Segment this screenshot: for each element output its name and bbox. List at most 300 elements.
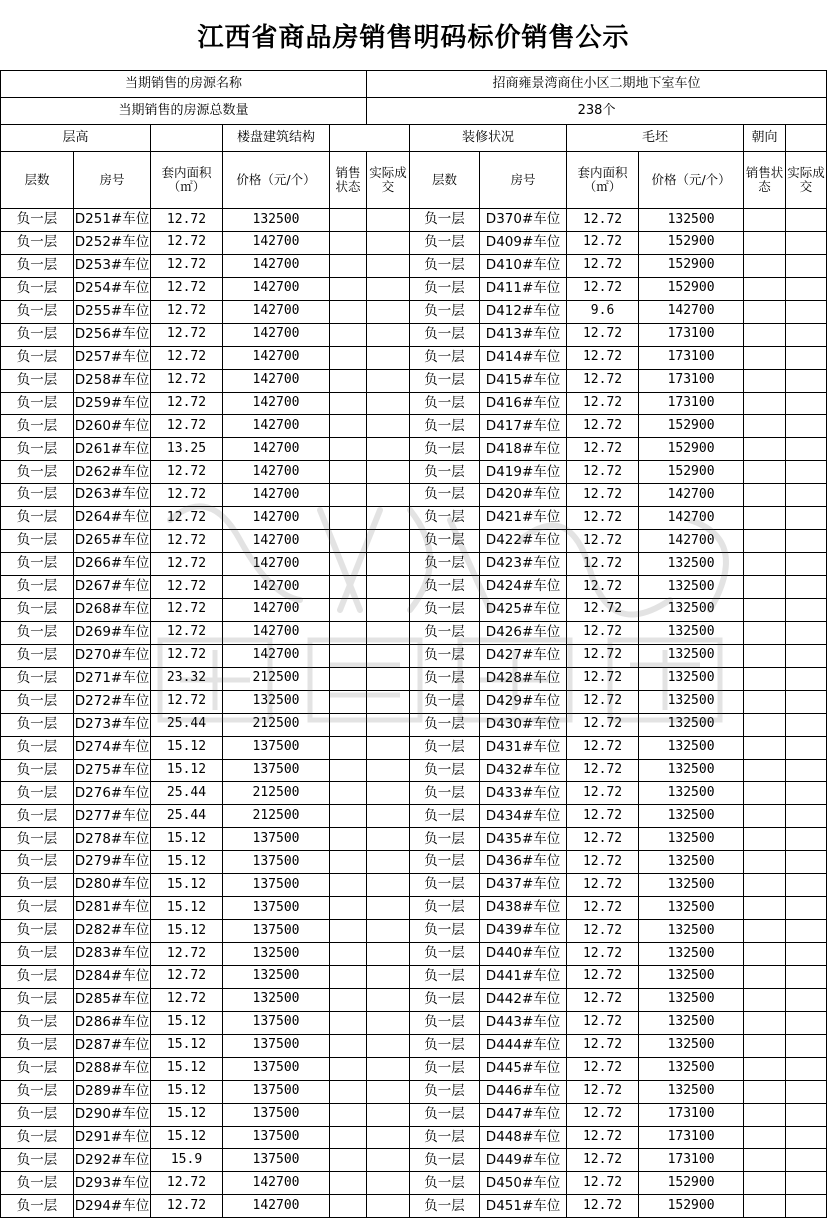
actual-deal-cell: [786, 576, 827, 599]
price-cell: 132500: [639, 874, 744, 897]
actual-deal-cell: [786, 1172, 827, 1195]
floor-cell: 负一层: [410, 576, 480, 599]
sale-status-cell: [330, 277, 367, 300]
area-cell: 12.72: [151, 943, 223, 966]
room-number-cell: D418#车位: [480, 438, 567, 461]
price-cell: 132500: [639, 553, 744, 576]
sale-status-cell: [330, 438, 367, 461]
floor-cell: 负一层: [410, 1172, 480, 1195]
actual-deal-cell: [786, 805, 827, 828]
listing-name-value: 招商雍景湾商住小区二期地下室车位: [367, 71, 827, 98]
room-number-cell: D444#车位: [480, 1034, 567, 1057]
actual-deal-cell: [367, 943, 410, 966]
sale-status-cell: [744, 323, 786, 346]
sale-status-cell: [744, 943, 786, 966]
actual-deal-cell: [367, 507, 410, 530]
room-number-cell: D258#车位: [74, 369, 151, 392]
room-number-cell: D288#车位: [74, 1057, 151, 1080]
floor-cell: 负一层: [1, 461, 74, 484]
actual-deal-cell: [367, 1172, 410, 1195]
room-number-cell: D264#车位: [74, 507, 151, 530]
room-number-cell: D292#车位: [74, 1149, 151, 1172]
sale-status-cell: [330, 1149, 367, 1172]
sale-status-cell: [744, 805, 786, 828]
table-row: [1, 576, 827, 599]
floor-cell: 负一层: [1, 782, 74, 805]
price-cell: 132500: [639, 851, 744, 874]
actual-deal-cell: [367, 438, 410, 461]
price-cell: 142700: [223, 438, 330, 461]
actual-deal-cell: [786, 415, 827, 438]
floor-cell: 负一层: [410, 621, 480, 644]
floor-cell: 负一层: [410, 943, 480, 966]
floor-cell: 负一层: [410, 346, 480, 369]
sale-status-cell: [330, 1011, 367, 1034]
floor-cell: 负一层: [1, 346, 74, 369]
area-cell: 15.12: [151, 1080, 223, 1103]
floor-cell: 负一层: [410, 484, 480, 507]
area-cell: 12.72: [567, 461, 639, 484]
area-cell: 12.72: [151, 277, 223, 300]
price-cell: 132500: [639, 736, 744, 759]
floor-cell: 负一层: [410, 369, 480, 392]
floor-cell: 负一层: [410, 920, 480, 943]
room-number-cell: D274#车位: [74, 736, 151, 759]
col-room: 房号: [480, 152, 567, 209]
actual-deal-cell: [367, 851, 410, 874]
actual-deal-cell: [786, 484, 827, 507]
room-number-cell: D447#车位: [480, 1103, 567, 1126]
area-cell: 15.12: [151, 1011, 223, 1034]
actual-deal-cell: [786, 782, 827, 805]
floor-cell: 负一层: [410, 1057, 480, 1080]
sale-status-cell: [744, 576, 786, 599]
area-cell: 25.44: [151, 805, 223, 828]
table-row: [1, 621, 827, 644]
room-number-cell: D410#车位: [480, 254, 567, 277]
sale-status-cell: [744, 759, 786, 782]
floor-cell: 负一层: [1, 1103, 74, 1126]
actual-deal-cell: [367, 1057, 410, 1080]
table-row: [1, 209, 827, 232]
actual-deal-cell: [786, 1080, 827, 1103]
sale-status-cell: [744, 1149, 786, 1172]
actual-deal-cell: [367, 759, 410, 782]
area-cell: 12.72: [567, 1172, 639, 1195]
floor-cell: 负一层: [410, 1034, 480, 1057]
room-number-cell: D266#车位: [74, 553, 151, 576]
room-number-cell: D284#车位: [74, 965, 151, 988]
actual-deal-cell: [367, 392, 410, 415]
area-cell: 12.72: [151, 392, 223, 415]
floor-cell: 负一层: [1, 1126, 74, 1149]
price-cell: 132500: [639, 988, 744, 1011]
area-cell: 12.72: [151, 1172, 223, 1195]
listing-count-label: 当期销售的房源总数量: [1, 98, 367, 125]
col-floor: 层数: [1, 152, 74, 209]
room-number-cell: D414#车位: [480, 346, 567, 369]
room-number-cell: D441#车位: [480, 965, 567, 988]
actual-deal-cell: [786, 988, 827, 1011]
room-number-cell: D275#车位: [74, 759, 151, 782]
room-number-cell: D409#车位: [480, 231, 567, 254]
actual-deal-cell: [786, 231, 827, 254]
actual-deal-cell: [786, 369, 827, 392]
room-number-cell: D415#车位: [480, 369, 567, 392]
table-row: [1, 943, 827, 966]
price-cell: 132500: [639, 713, 744, 736]
table-row: [1, 988, 827, 1011]
sale-status-cell: [744, 874, 786, 897]
room-number-cell: D421#车位: [480, 507, 567, 530]
price-cell: 142700: [223, 1172, 330, 1195]
price-cell: 132500: [639, 1034, 744, 1057]
table-row: [1, 713, 827, 736]
floor-cell: 负一层: [1, 209, 74, 232]
floor-cell: 负一层: [1, 736, 74, 759]
area-cell: 12.72: [567, 988, 639, 1011]
actual-deal-cell: [367, 874, 410, 897]
area-cell: 25.44: [151, 713, 223, 736]
sale-status-cell: [744, 965, 786, 988]
col-area: 套内面积（㎡）: [567, 152, 639, 209]
area-cell: 12.72: [567, 1103, 639, 1126]
room-number-cell: D451#车位: [480, 1195, 567, 1218]
decoration-label: 装修状况: [410, 125, 567, 152]
price-cell: 142700: [639, 300, 744, 323]
area-cell: 12.72: [151, 507, 223, 530]
price-cell: 132500: [639, 209, 744, 232]
sale-status-cell: [744, 713, 786, 736]
sale-status-cell: [330, 1172, 367, 1195]
listing-name-label: 当期销售的房源名称: [1, 71, 367, 98]
area-cell: 12.72: [567, 828, 639, 851]
room-number-cell: D263#车位: [74, 484, 151, 507]
col-price: 价格（元/个）: [639, 152, 744, 209]
sale-status-cell: [330, 300, 367, 323]
price-cell: 132500: [223, 690, 330, 713]
area-cell: 12.72: [151, 553, 223, 576]
area-cell: 12.72: [567, 713, 639, 736]
room-number-cell: D256#车位: [74, 323, 151, 346]
area-cell: 12.72: [151, 1195, 223, 1218]
price-cell: 137500: [223, 1080, 330, 1103]
sale-status-cell: [744, 530, 786, 553]
room-number-cell: D293#车位: [74, 1172, 151, 1195]
price-cell: 142700: [223, 300, 330, 323]
floor-cell: 负一层: [410, 1195, 480, 1218]
table-row: [1, 530, 827, 553]
room-number-cell: D252#车位: [74, 231, 151, 254]
floor-cell: 负一层: [1, 254, 74, 277]
sale-status-cell: [330, 461, 367, 484]
floor-cell: 负一层: [410, 277, 480, 300]
floor-cell: 负一层: [1, 438, 74, 461]
area-cell: 12.72: [567, 1011, 639, 1034]
actual-deal-cell: [786, 530, 827, 553]
area-cell: 12.72: [567, 965, 639, 988]
floor-cell: 负一层: [410, 667, 480, 690]
floor-cell: 负一层: [410, 1103, 480, 1126]
room-number-cell: D283#车位: [74, 943, 151, 966]
area-cell: 12.72: [567, 392, 639, 415]
actual-deal-cell: [786, 300, 827, 323]
floor-cell: 负一层: [410, 553, 480, 576]
sale-status-cell: [330, 576, 367, 599]
price-cell: 132500: [639, 644, 744, 667]
actual-deal-cell: [786, 874, 827, 897]
floor-cell: 负一层: [1, 690, 74, 713]
room-number-cell: D445#车位: [480, 1057, 567, 1080]
price-cell: 132500: [639, 943, 744, 966]
price-cell: 142700: [223, 277, 330, 300]
area-cell: 12.72: [567, 1149, 639, 1172]
floor-cell: 负一层: [1, 851, 74, 874]
price-cell: 152900: [639, 1195, 744, 1218]
floor-cell: 负一层: [410, 392, 480, 415]
table-row: [1, 805, 827, 828]
table-row: [1, 415, 827, 438]
room-number-cell: D267#车位: [74, 576, 151, 599]
price-cell: 142700: [223, 621, 330, 644]
floor-cell: 负一层: [410, 1126, 480, 1149]
sale-status-cell: [744, 254, 786, 277]
structure-label: 楼盘建筑结构: [223, 125, 330, 152]
area-cell: 12.72: [151, 231, 223, 254]
area-cell: 15.12: [151, 1057, 223, 1080]
area-cell: 12.72: [567, 507, 639, 530]
actual-deal-cell: [367, 576, 410, 599]
sale-status-cell: [330, 851, 367, 874]
actual-deal-cell: [786, 553, 827, 576]
table-row: [1, 667, 827, 690]
table-row: [1, 828, 827, 851]
price-cell: 142700: [223, 1195, 330, 1218]
actual-deal-cell: [367, 667, 410, 690]
sale-status-cell: [330, 759, 367, 782]
actual-deal-cell: [367, 1034, 410, 1057]
price-cell: 142700: [223, 598, 330, 621]
area-cell: 12.72: [151, 323, 223, 346]
area-cell: 12.72: [151, 461, 223, 484]
sale-status-cell: [330, 667, 367, 690]
room-number-cell: D289#车位: [74, 1080, 151, 1103]
floor-cell: 负一层: [410, 598, 480, 621]
price-cell: 212500: [223, 805, 330, 828]
area-cell: 12.72: [567, 782, 639, 805]
area-cell: 9.6: [567, 300, 639, 323]
actual-deal-cell: [786, 254, 827, 277]
price-cell: 142700: [223, 644, 330, 667]
price-cell: 132500: [639, 1057, 744, 1080]
room-number-cell: D257#车位: [74, 346, 151, 369]
sale-status-cell: [330, 713, 367, 736]
sale-status-cell: [330, 392, 367, 415]
room-number-cell: D272#车位: [74, 690, 151, 713]
room-number-cell: D270#车位: [74, 644, 151, 667]
floor-cell: 负一层: [1, 920, 74, 943]
sale-status-cell: [744, 1057, 786, 1080]
sale-status-cell: [744, 667, 786, 690]
price-cell: 132500: [639, 1080, 744, 1103]
floor-cell: 负一层: [410, 209, 480, 232]
actual-deal-cell: [786, 621, 827, 644]
sale-status-cell: [744, 644, 786, 667]
room-number-cell: D254#车位: [74, 277, 151, 300]
room-number-cell: D285#车位: [74, 988, 151, 1011]
room-number-cell: D438#车位: [480, 897, 567, 920]
sale-status-cell: [330, 943, 367, 966]
floor-cell: 负一层: [1, 598, 74, 621]
price-table: [0, 70, 827, 1218]
actual-deal-cell: [367, 782, 410, 805]
actual-deal-cell: [367, 736, 410, 759]
actual-deal-cell: [367, 300, 410, 323]
floor-cell: 负一层: [410, 851, 480, 874]
sale-status-cell: [330, 598, 367, 621]
room-number-cell: D268#车位: [74, 598, 151, 621]
sale-status-cell: [330, 231, 367, 254]
floor-cell: 负一层: [410, 1149, 480, 1172]
room-number-cell: D271#车位: [74, 667, 151, 690]
table-body: [1, 209, 827, 1218]
area-cell: 12.72: [567, 690, 639, 713]
room-number-cell: D433#车位: [480, 782, 567, 805]
floor-cell: 负一层: [1, 943, 74, 966]
floor-cell: 负一层: [1, 828, 74, 851]
area-cell: 12.72: [151, 346, 223, 369]
sale-status-cell: [330, 690, 367, 713]
room-number-cell: D426#车位: [480, 621, 567, 644]
sale-status-cell: [744, 897, 786, 920]
table-row: [1, 1057, 827, 1080]
area-cell: 12.72: [567, 851, 639, 874]
table-row: [1, 553, 827, 576]
price-cell: 152900: [639, 461, 744, 484]
price-cell: 132500: [639, 759, 744, 782]
room-number-cell: D413#车位: [480, 323, 567, 346]
price-cell: 142700: [223, 346, 330, 369]
actual-deal-cell: [786, 1195, 827, 1218]
price-cell: 142700: [223, 323, 330, 346]
sale-status-cell: [330, 1103, 367, 1126]
col-actual-deal: 实际成交: [367, 152, 410, 209]
floor-cell: 负一层: [410, 759, 480, 782]
col-floor: 层数: [410, 152, 480, 209]
sale-status-cell: [330, 323, 367, 346]
floor-cell: 负一层: [1, 621, 74, 644]
table-row: [1, 1195, 827, 1218]
price-cell: 152900: [639, 415, 744, 438]
area-cell: 12.72: [151, 576, 223, 599]
table-row: [1, 1080, 827, 1103]
sale-status-cell: [744, 1126, 786, 1149]
sale-status-cell: [330, 644, 367, 667]
sale-status-cell: [744, 231, 786, 254]
floor-cell: 负一层: [410, 897, 480, 920]
floor-cell: 负一层: [1, 874, 74, 897]
actual-deal-cell: [786, 1034, 827, 1057]
floor-cell: 负一层: [1, 805, 74, 828]
area-cell: 12.72: [567, 415, 639, 438]
price-cell: 142700: [223, 231, 330, 254]
area-cell: 12.72: [151, 254, 223, 277]
room-number-cell: D419#车位: [480, 461, 567, 484]
actual-deal-cell: [367, 713, 410, 736]
price-cell: 132500: [223, 965, 330, 988]
floor-cell: 负一层: [1, 1057, 74, 1080]
col-sale-status: 销售状态: [330, 152, 367, 209]
room-number-cell: D423#车位: [480, 553, 567, 576]
area-cell: 12.72: [567, 530, 639, 553]
price-cell: 132500: [639, 828, 744, 851]
floor-cell: 负一层: [410, 231, 480, 254]
floor-cell: 负一层: [1, 323, 74, 346]
price-cell: 132500: [639, 598, 744, 621]
room-number-cell: D436#车位: [480, 851, 567, 874]
sale-status-cell: [744, 438, 786, 461]
actual-deal-cell: [367, 1149, 410, 1172]
room-number-cell: D417#车位: [480, 415, 567, 438]
col-price: 价格（元/个）: [223, 152, 330, 209]
price-cell: 173100: [639, 346, 744, 369]
sale-status-cell: [744, 920, 786, 943]
room-number-cell: D370#车位: [480, 209, 567, 232]
floor-cell: 负一层: [1, 576, 74, 599]
area-cell: 12.72: [567, 346, 639, 369]
room-number-cell: D294#车位: [74, 1195, 151, 1218]
area-cell: 25.44: [151, 782, 223, 805]
sale-status-cell: [744, 1195, 786, 1218]
actual-deal-cell: [367, 1011, 410, 1034]
floor-cell: 负一层: [410, 828, 480, 851]
table-row: [1, 897, 827, 920]
actual-deal-cell: [786, 1149, 827, 1172]
room-number-cell: D279#车位: [74, 851, 151, 874]
price-cell: 132500: [639, 576, 744, 599]
actual-deal-cell: [367, 598, 410, 621]
table-row: [1, 736, 827, 759]
table-row: [1, 300, 827, 323]
price-cell: 212500: [223, 713, 330, 736]
area-cell: 15.12: [151, 1034, 223, 1057]
price-cell: 212500: [223, 782, 330, 805]
price-cell: 137500: [223, 874, 330, 897]
sale-status-cell: [744, 1172, 786, 1195]
actual-deal-cell: [786, 323, 827, 346]
floor-height-label: 层高: [1, 125, 151, 152]
area-cell: 12.72: [567, 667, 639, 690]
area-cell: 15.12: [151, 759, 223, 782]
sale-status-cell: [744, 369, 786, 392]
actual-deal-cell: [367, 690, 410, 713]
price-cell: 142700: [639, 484, 744, 507]
room-number-cell: D449#车位: [480, 1149, 567, 1172]
actual-deal-cell: [367, 1103, 410, 1126]
area-cell: 12.72: [567, 897, 639, 920]
floor-cell: 负一层: [410, 874, 480, 897]
room-number-cell: D435#车位: [480, 828, 567, 851]
price-cell: 137500: [223, 1149, 330, 1172]
price-cell: 132500: [223, 209, 330, 232]
price-cell: 152900: [639, 1172, 744, 1195]
area-cell: 12.72: [567, 805, 639, 828]
sale-status-cell: [744, 736, 786, 759]
actual-deal-cell: [367, 530, 410, 553]
price-cell: 132500: [639, 805, 744, 828]
actual-deal-cell: [786, 920, 827, 943]
sale-status-cell: [744, 277, 786, 300]
